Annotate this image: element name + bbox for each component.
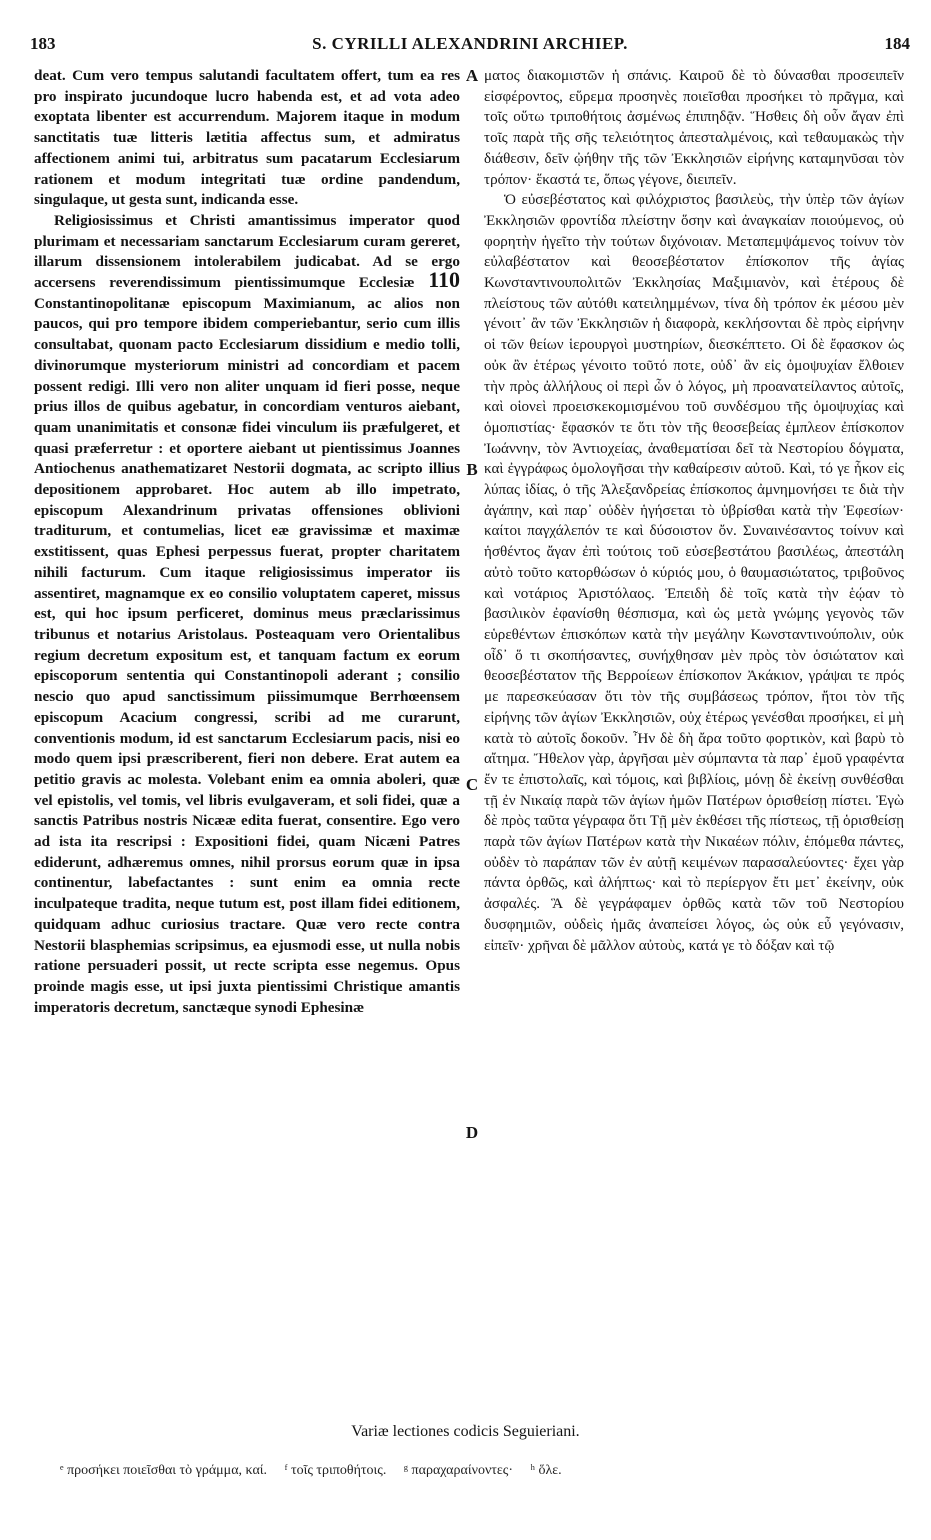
- column-number: 110: [428, 267, 460, 293]
- section-marker-a: A: [465, 66, 479, 85]
- footnote-h: ʰ ὅλε.: [530, 1463, 562, 1478]
- section-marker-d: D: [465, 1123, 479, 1142]
- greek-paragraph-1: ματος διακομιστῶν ἡ σπάνις. Καιροῦ δὲ τὸ δύνασθαι προσειπεῖν εἰσφέροντος, εὕρεμα προσηνὲς ποιεῖσθαι προσήκει τὸ πρᾶγμα, καὶ τοῖς οὕτω τριποθήτοις ἀσμένως ἐπιπηδᾷν. Ἥσθεις δὴ οὖν ἄγαν ἐπὶ τοῖς παρὰ τῆς σῆς τελειότητος ἀπεσταλμένοις, καὶ τεθαυμακὼς τὴν διάθεσιν, δεῖν ᾠήθην τῆς τῶν Ἐκκλησιῶν εἰρήνης καταμηνῦσαι τὸν τρόπον· ἕκαστά τε, ὅπως γέγονε, διειπεῖν.: [484, 68, 904, 188]
- running-title: S. CYRILLI ALEXANDRINI ARCHIEP.: [312, 34, 628, 53]
- footnote-g: ᵍ παραχαραίνοντες·: [403, 1463, 513, 1478]
- page-number-left: 183: [30, 34, 56, 53]
- latin-paragraph-1: deat. Cum vero tempus salutandi facultatem offert, tum ea res pro inspirato jucundoque lucro habenda est, et ad vota adeo exoptata libenter est accurrendum. Majorem itaque in modum sanctitatis tuæ litteris lætitia affectus sum, et admiratus affectionem animi tui, arbitratus sum pacatarum Ecclesiarum rationem et modum integritati tuæ ordine pandendum, singulaque, ut gesta sunt, indicanda esse.: [34, 67, 460, 209]
- latin-paragraph-2-start: Religiosissimus et Christi amantissimus imperator quod plurimam et necessariam sanctarum Ecclesiarum curam gereret, illarum dissensionem intolerabilem judicabat. Ad se ergo accersens reverendissimum pientissimumque Ecclesiæ: [34, 211, 460, 292]
- page-header: [30, 30, 910, 60]
- latin-paragraph-2: [34, 211, 460, 1018]
- section-marker-b: B: [466, 460, 478, 479]
- section-marker-c: C: [465, 775, 479, 794]
- page-number-right: 184: [884, 34, 910, 53]
- greek-paragraph-2: Ὁ εὐσεβέστατος καὶ φιλόχριστος βασιλεὺς, τὴν ὑπὲρ τῶν ἁγίων Ἐκκλησιῶν φροντίδα πλείστην ὅσην καὶ ἀναγκαίαν ποιούμενος, οὐ φορητὴν ἡγεῖτο τὴν τούτων διχόνοιαν. Μεταπεμψάμενος τοίνυν τὸν εὐλαβέστατον καὶ θεοσεβέστατον ἐπίσκοπον τῆς ἁγίας Κωνσταντινουπολιτῶν Ἐκκλησίας Μαξιμιανὸν, καὶ ἑτέρους δὲ πλείστους τῶν αὐτόθι κατειλημμένων, τίνα δὴ τρόπον ἐκ μέσου μὲν γένοιτ᾽ ἂν τῶν Ἐκκλησιῶν ἡ διαφορὰ, κεκλήσονται δὲ πρὸς εἰρήνην οἱ τῶν θείων ἱερουργοὶ μυστηρίων, διεσκέπτετο. Οἱ δὲ ἔφασκον ὡς οὐκ ἂν ἑτέρως γένοιτο τοῦτό ποτε, οὐδ᾽ ἂν εἰς ὁμοψυχίαν ἔλθοιεν τὴν πρὸς ἀλλήλους οἱ περὶ ὧν ὁ λόγος, μὴ προανατείλαντος αὐτοῖς, καὶ οἱονεὶ προεισκεκομισμένου τοῦ συνδέσμου τῆς ὁμοψυχίας καὶ ὁμοπιστίας· ἔφασκόν τε ὅτι τὸν τῆς θεοσεβείας ἐμπλεον ἐπίσκοπον Ἰωάννην, τὸν Ἀντιοχείας, ἀναθεματίσαι δεῖ τὰ Νεστορίου δόγματα, καὶ ἐγγράφως ὁμολογῆσαι τὴν καθαίρεσιν αὐτοῦ. Καὶ, τό γε ἧκον εἰς λύπας ἰδίας, ὁ τῆς Ἀλεξανδρείας ἐπίσκοπος ἀμνημονήσει τε διὰ τὴν ἀγάπην, καὶ παρ᾽ οὐδὲν ἡγήσεται τὸ ὑβρίσθαι κατὰ τὴν Ἐφεσίων· καίτοι παγχάλεπόν τε καὶ δύσοιστον ὄν. Συναινέσαντος τοίνυν καὶ ἡσθέντος ἄγαν ἐπὶ τούτοις τοῦ εὐσεβεστάτου βασιλέως, ἀπεστάλη αὐτὸ τοῦτο κατορθώσων ὁ κύριός μου, ὁ θαυμασιώτατος, τριβοῦνος καὶ νοτάριος Ἀριστόλαος. Ἐπειδὴ δὲ τοῖς κατὰ τὴν ἑῴαν τὸ βασιλικὸν ἐφανίσθη θέσπισμα, καὶ ὡς μετὰ γνώμης γεγονὸς τῶν εὑρεθέντων ἐπισκόπων κατὰ τὴν μεγάλην Κωνσταντινούπολιν, οὐκ οἶδ᾽ ὅ τι σκοπήσαντες, συνήχθησαν μὲν πρὸς τὸν ὁσιώτατον καὶ θεοσεβέστατον τῆς Βερροίεων ἐπίσκοπον Ἀκάκιον, γράψαι τε πρός με παρεσκεύασαν ὅτι τὸν τῆς συμβάσεως τρόπον, ἤτοι τὸν τῆς εἰρήνης τῶν ἁγίων Ἐκκλησιῶν, οὐχ ἑτέρως γενέσθαι προσήκει, εἰ μὴ κατὰ τὸ αὐτοῖς δοκοῦν. Ἦν δὲ δὴ ἄρα τοῦτο φορτικὸν, καὶ βαρὺ τὸ αἴτημα. Ἤθελον γὰρ, ἀργῆσαι μὲν σύμπαντα τὰ παρ᾽ ἐμοῦ γραφέντα ἔν τε ἐπιστολαῖς, καὶ τόμοις, καὶ βιβλίοις, μόνῃ δὲ ἐκείνῃ συνθέσθαι τῇ ἐν Νικαίᾳ παρὰ τῶν ἁγίων ἡμῶν Πατέρων ὁρισθείσῃ πίστει. Ἐγὼ δὲ πρὸς ταῦτα γέγραφα ὅτι Τῇ μὲν ἐκθέσει τῆς πίστεως, τῇ ὁρισθείσῃ παρὰ τῶν ἁγίων Πατέρων κατὰ τὴν Νικαέων πόλιν, ἑπόμεθα πάντες, οὐδὲν τὸ παράπαν τῶν ἐν αὐτῇ κειμένων παρασαλεύοντες· ἔχει γὰρ πάντα ὀρθῶς, καὶ ἀλήπτως· καὶ τὸ περίεργον ἔτι μετ᾽ ἐκείνην, οὐκ ἀσφαλές. Ἃ δὲ γεγράφαμεν ὀρθῶς κατὰ τῶν τοῦ Νεστορίου δυσφημιῶν, οὐδεὶς ἡμᾶς ἀναπείσει λόγος, ὡς οὐκ εὖ γεγόνασιν, εἰπεῖν· χρῆναι δὲ μᾶλλον αὐτοὺς, κατά γε τὸ δόξαν καὶ τῷ: [484, 192, 904, 954]
- footnotes: [60, 1463, 900, 1479]
- latin-column: [34, 66, 460, 1018]
- variae-lectiones-title: Variæ lectiones codicis Seguieriani.: [351, 1423, 580, 1440]
- footnote-e: ᵉ προσήκει ποιεῖσθαι τὸ γράμμα, καί.: [60, 1463, 268, 1478]
- footnote-f: ᶠ τοῖς τριποθήτοις.: [284, 1463, 387, 1478]
- latin-paragraph-2-rest: Constantinopolitanæ episcopum Maximianum, ac alios non paucos, qui pro tempore ibidem comperiebantur, serio cum illis consultabat, quonam pacto Ecclesiarum dissidium e medio tolli, divinorumque mysteriorum ministri ad concordiam et pacem possent redigi. Illi vero non aliter unquam id fieri posse, neque prius illos de quibus agebatur, in concordiam venturos aiebant, quam unanimitatis et consonæ fidei vinculum iis præfulgeret, et quasi præferretur : et oportere aiebant ut pientissimus Joannes Antiochenus anathematizaret Nestorii dogmata, ac scripto illius depositionem approbaret. Hoc autem ab illo impetrato, episcopum Alexandrinum privatas offensiones oblivioni traditurum, et contumelias, licet eæ gravissimæ et maximæ exstitissent, quas Ephesi perpessus fuerat, propter charitatem nihili facturum. Cum itaque religiosissimus imperator iis assentiret, magnamque ex eo consilio voluptatem caperet, missus est, qui hoc ipsum perficeret, dominus meus præclarissimus tribunus et notarius Aristolaus. Posteaquam vero Orientalibus regium decretum expositum est, et tanquam factum ex eorum episcoporum sententia qui Constantinopoli aderant ; consilio nescio quo apud sanctissimum piissimumque Berrhœensem episcopum Acacium congressi, scribi ad me curarunt, conventionis modum, id est sanctarum Ecclesiarum pacis, nisi eo modo quem ipsi præscriberent, fieri non debere. Erat autem ea petitio gravis ac molesta. Volebant enim ea omnia aboleri, quæ vel epistolis, vel tomis, vel libris evulgaveram, et soli fidei, quæ a sanctis Patribus nostris Nicææ edita fuerat, consentire. Ego vero ad ista ita rescripsi : Expositioni fidei, quam Nicæni Patres ediderunt, adhæremus omnes, nihil prorsus eorum quæ in ipsa continentur, labefactantes : sunt enim ea omnia recte inculpateque tradita, neque tutum est, post illam fidei editionem, quidquam adhuc curiosius tractare. Quæ vero recte contra Nestorii blasphemias scripsimus, ea ejusmodi esse, ut nulla nobis ratione persuaderi possit, ut recte scripta esse negemus. Opus proinde magis esse, ut ipsi juxta pientissimi Christique amantis imperatoris decretum, sanctæque synodi Ephesinæ: [34, 294, 460, 1016]
- greek-column: [484, 66, 904, 956]
